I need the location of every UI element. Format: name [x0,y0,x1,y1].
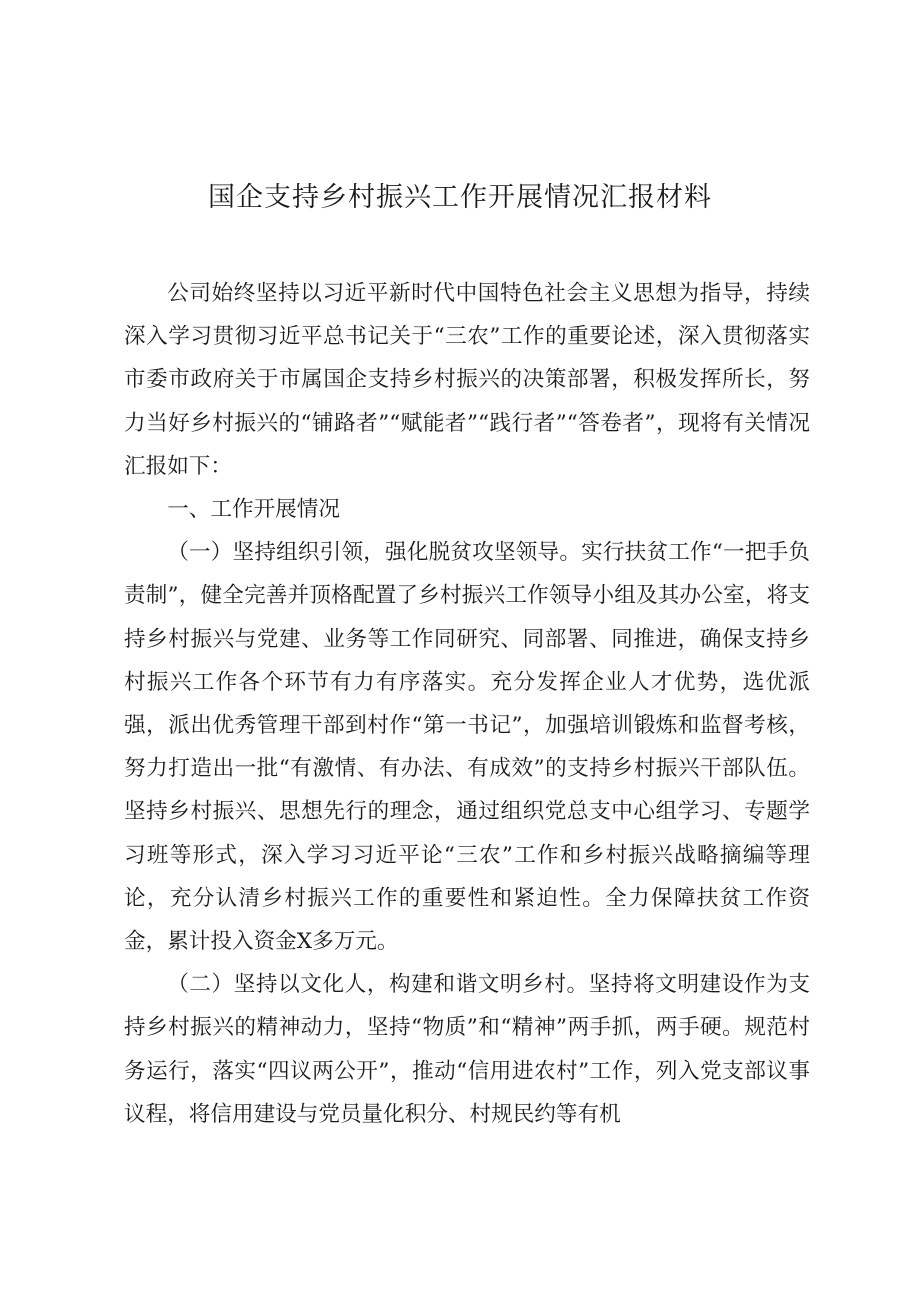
item-paragraph-2: （二）坚持以文化人，构建和谐文明乡村。坚持将文明建设作为支持乡村振兴的精神动力，坚持“物质”和“精神”两手抓，两手硬。规范村务运行，落实“四议两公开”，推动“信用进农村”工作，列入党支部议事议程，将信用建设与党员量化积分、村规民约等有机 [124,972,810,1127]
item-paragraph-1: （一）坚持组织引领，强化脱贫攻坚领导。实行扶贫工作“一把手负责制”，健全完善并顶格配置了乡村振兴工作领导小组及其办公室，将支持乡村振兴与党建、业务等工作同研究、同部署、同推进，确保支持乡村振兴工作各个环节有力有序落实。充分发挥企业人才优势，选优派强，派出优秀管理干部到村作“第一书记”，加强培训锻炼和监督考核，努力打造出一批“有激情、有办法、有成效”的支持乡村振兴干部队伍。坚持乡村振兴、思想先行的理念，通过组织党总支中心组学习、专题学习班等形式，深入学习习近平论“三农”工作和乡村振兴战略摘编等理论，充分认清乡村振兴工作的重要性和紧迫性。全力保障扶贫工作资金，累计投入资金X多万元。 [124,540,810,955]
document-body [124,272,810,1136]
document-title: 国企支持乡村振兴工作开展情况汇报材料 [208,182,712,213]
section-heading: 一、工作开展情况 [167,497,340,523]
intro-paragraph: 公司始终坚持以习近平新时代中国特色社会主义思想为指导，持续深入学习贯彻习近平总书记关于“三农”工作的重要论述，深入贯彻落实市委市政府关于市属国企支持乡村振兴的决策部署，积极发挥所长，努力当好乡村振兴的“铺路者”“赋能者”“践行者”“答卷者”，现将有关情况汇报如下： [124,281,810,479]
